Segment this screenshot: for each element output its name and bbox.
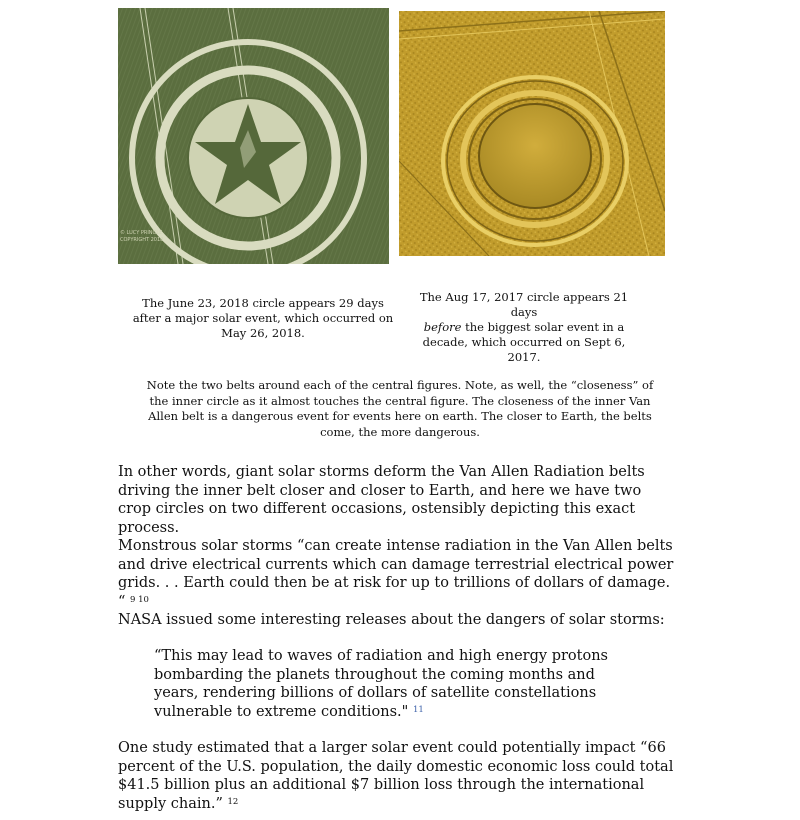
photo-credit-line2: COPYRIGHT 2018: [120, 237, 164, 243]
footnote-ref-11[interactable]: 11: [412, 704, 424, 715]
crop-circle-disc-image: [399, 11, 665, 256]
paragraph-solar-storms: In other words, giant solar storms deform the Van Allen Radiation belts driving the inner belt closer and closer to Earth, and here we have two crop circles on two different occasions, ostensibly depicting this exact process.: [118, 464, 645, 536]
nasa-quote-text: “This may lead to waves of radiation and high energy protons bombarding the planets throughout the coming months and years, rendering billions of dollars of satellite constellations vulnerable to extreme conditions.": [154, 648, 608, 720]
crop-circle-photo-2018: [118, 8, 389, 264]
crop-circle-star-image: [118, 8, 389, 264]
caption-2018: The June 23, 2018 circle appears 29 days after a major solar event, which occurred on May 26, 2018.: [132, 296, 394, 340]
paragraph-nasa: NASA issued some interesting releases about the dangers of solar storms:: [118, 612, 665, 628]
caption-2017-rest: the biggest solar event in a decade, which occurred on Sept 6, 2017.: [422, 320, 626, 364]
paragraph-van-allen: [118, 537, 678, 611]
paragraph-van-allen-text: Monstrous solar storms “can create intense radiation in the Van Allen belts and drive electrical currents which can damage terrestrial electrical power grids. . . Earth could then be at risk for up to trillions of dollars of damage. “: [118, 538, 674, 610]
footnote-ref-9-10[interactable]: 9 10: [130, 594, 149, 605]
footnote-ref-12[interactable]: 12: [227, 796, 239, 807]
photo-credit-line1: © LUCY PRINGLE: [120, 230, 163, 236]
crop-circle-photo-2017: [399, 11, 665, 256]
note-paragraph: Note the two belts around each of the central figures. Note, as well, the “closeness” of the inner circle as it almost touches the central figure. The closeness of the inner Van Allen belt is a dangerous event for events here on earth. The closer to Earth, the belts come, the more dangerous.: [146, 378, 654, 439]
paragraph-economic-loss-text: One study estimated that a larger solar event could potentially impact “66 percent of the U.S. population, the daily domestic economic loss could total $41.5 billion plus an additional $7 billion loss through the international supply chain.”: [118, 740, 674, 812]
nasa-quote: [154, 647, 634, 721]
caption-2017-emphasis: before: [423, 320, 462, 334]
caption-2017: [406, 290, 642, 365]
paragraph-economic-loss: [118, 739, 678, 813]
photo-credit: [120, 230, 163, 244]
caption-2017-line1: The Aug 17, 2017 circle appears 21 days: [419, 290, 629, 319]
